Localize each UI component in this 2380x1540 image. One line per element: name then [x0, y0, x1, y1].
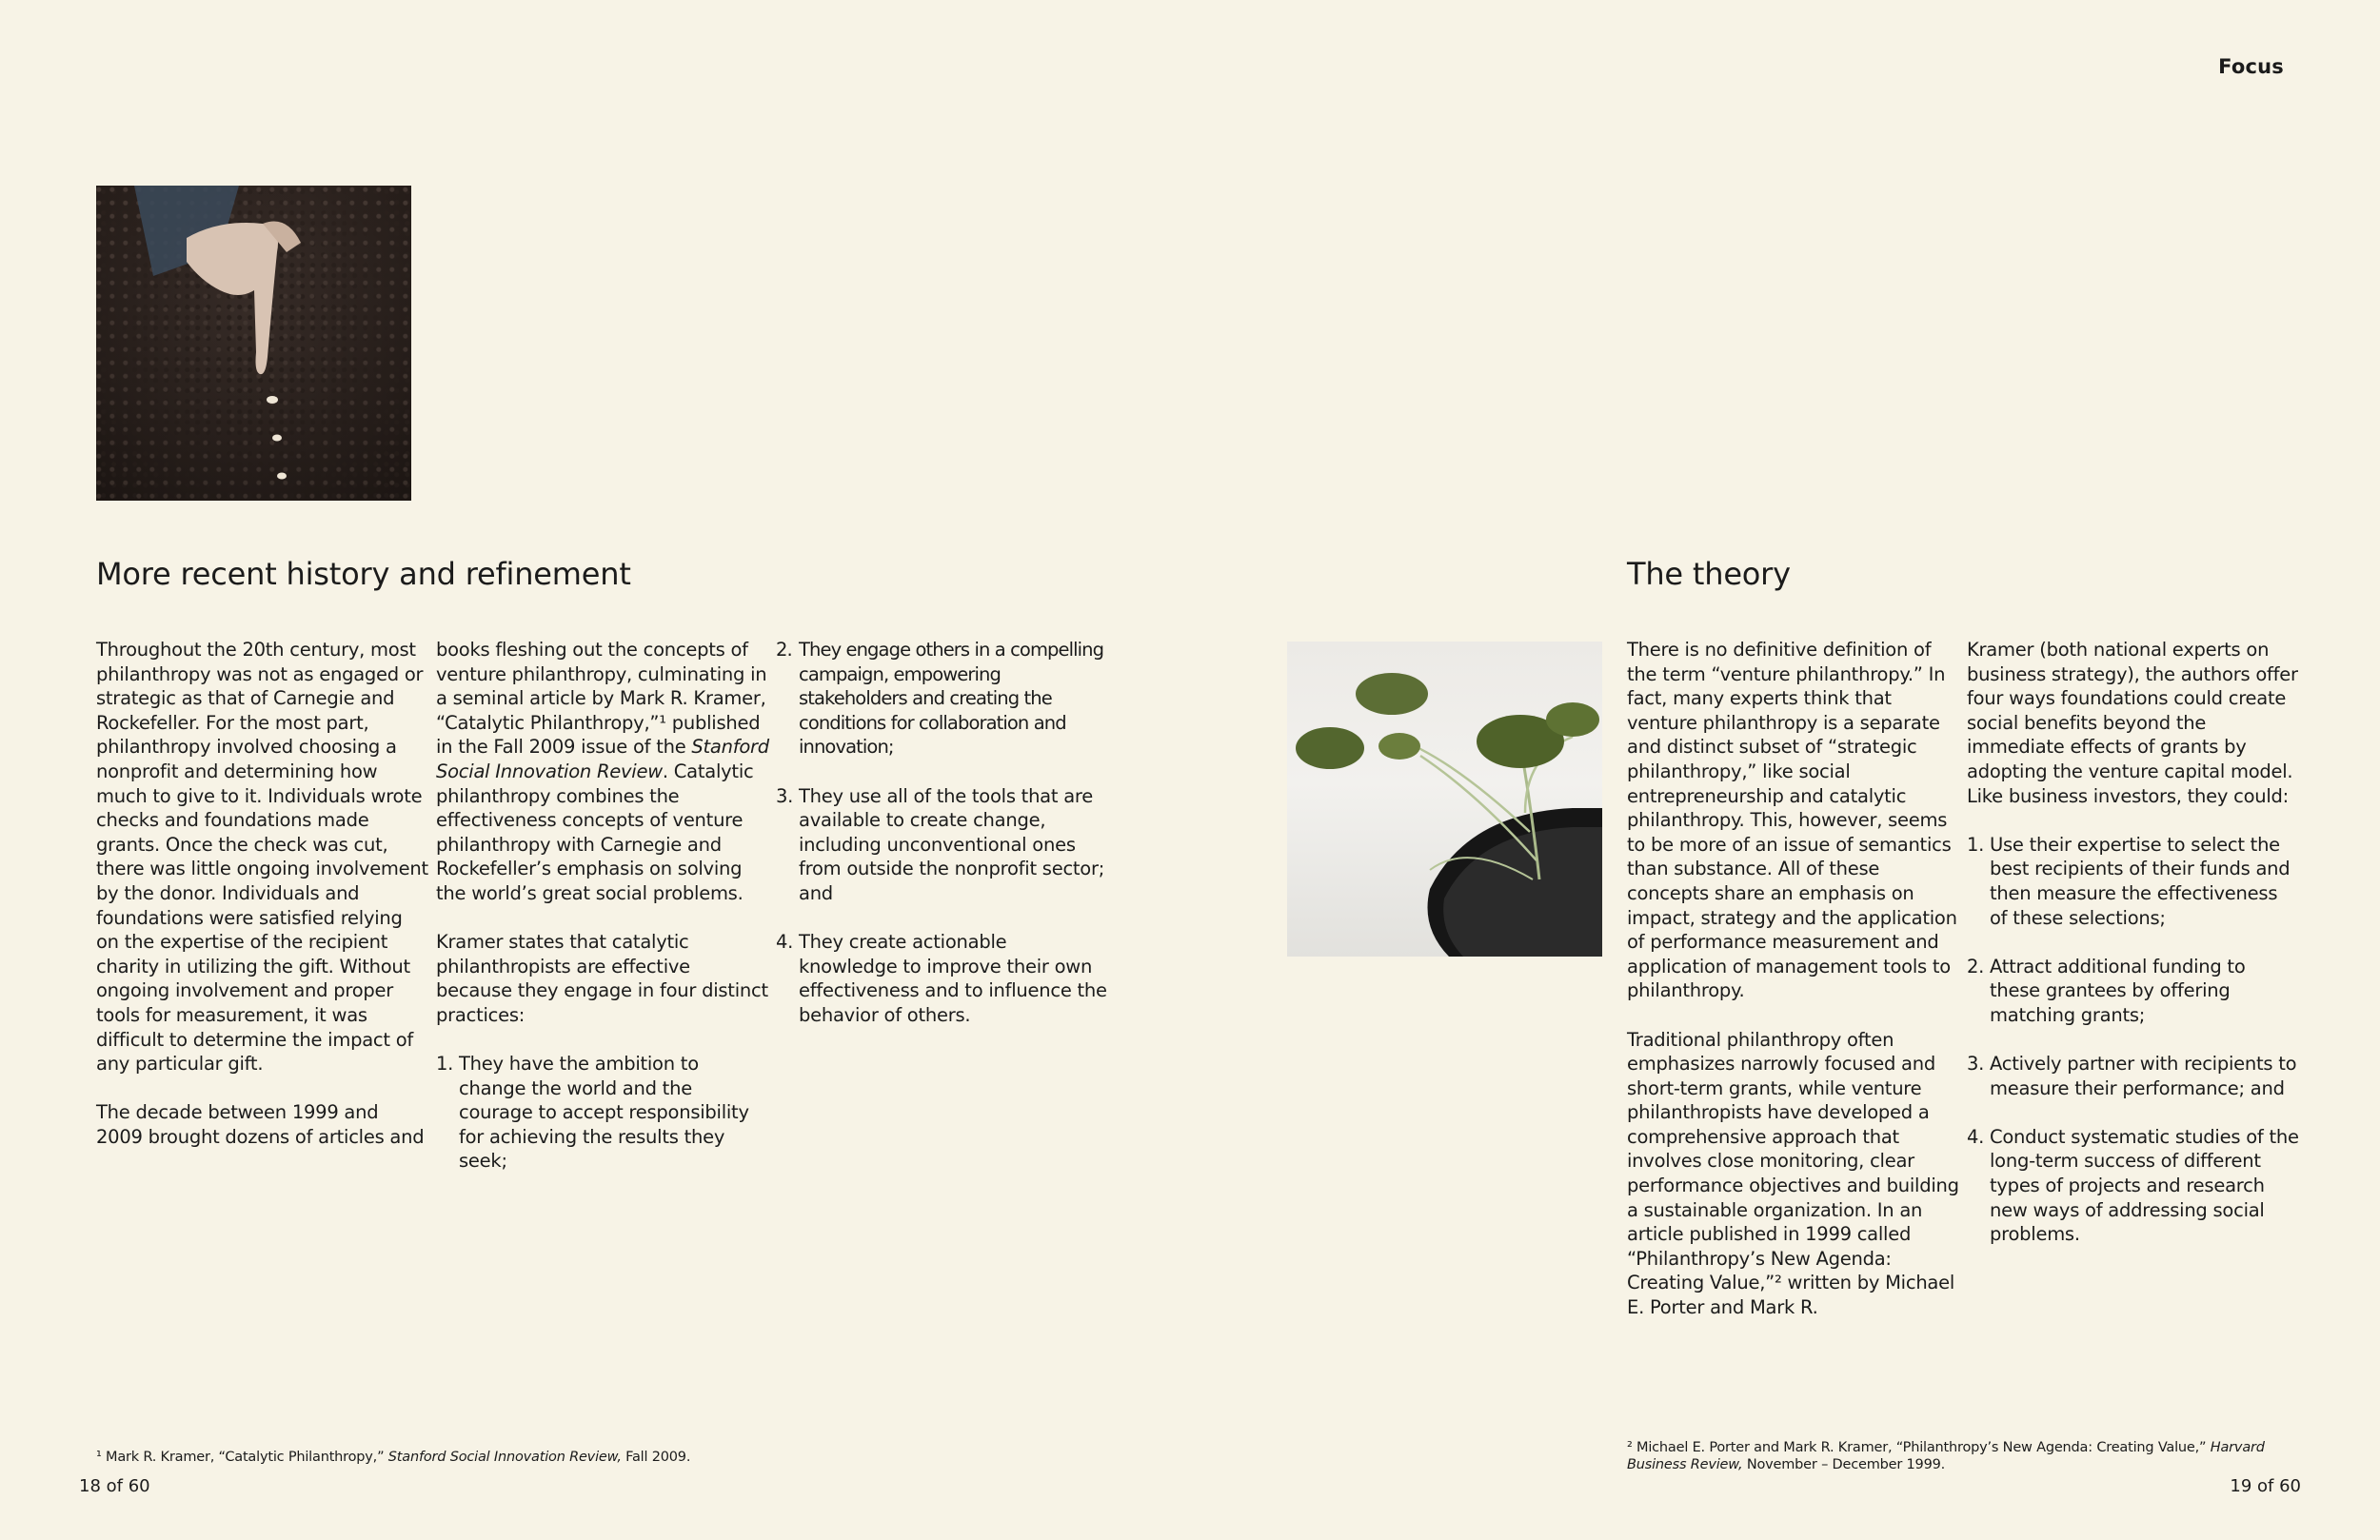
venture-model-list	[1967, 833, 2300, 1247]
paragraph: books fleshing out the concepts of venture philanthropy, culminating in a seminal article by Mark R. Kramer, “Catalytic Philanthropy,”¹ published in the Fall 2009 issue of the Stanford Social Innovation Review. Catalytic philanthropy combines the effectiveness concepts of venture philanthropy with Carnegie and Rockefeller’s emphasis on solving the world’s great social problems.	[436, 639, 769, 904]
section-label: Focus	[2218, 55, 2284, 78]
left-column-3	[776, 638, 1109, 1028]
journal-title: Stanford Social Innovation Review	[436, 736, 769, 782]
seedling-illustration	[1287, 642, 1602, 957]
paragraph: The decade between 1999 and 2009 brought dozens of articles and	[96, 1101, 425, 1148]
list-item: 3. Actively partner with recipients to measure their performance; and	[1967, 1053, 2297, 1099]
page-number-left: 18 of 60	[79, 1476, 150, 1496]
page-number-right: 19 of 60	[2230, 1476, 2301, 1496]
paragraph: Throughout the 20th century, most philanthropy was not as engaged or strategic as that of Carnegie and Rockefeller. For the most part, philanthropy involved choosing a nonprofit and determining how much to give to it. Individuals wrote checks and foundations made grants. Once the check was cut, there was little ongoing involvement by the donor. Individuals and foundations were satisfied relying on the expertise of the recipient charity in utilizing the gift. Without ongoing involvement and proper tools for measurement, it was difficult to determine the impact of any particular gift.	[96, 639, 428, 1076]
list-item: 4. They create actionable knowledge to improve their own effectiveness and to influence the behavior of others.	[776, 931, 1107, 1026]
footnote-2: ² Michael E. Porter and Mark R. Kramer, “Philanthropy’s New Agenda: Creating Value,” Harvard Business Review, November – December 1999.	[1627, 1440, 2265, 1472]
list-item: 4. Conduct systematic studies of the long-term success of different types of projects and research new ways of addressing social problems.	[1967, 1125, 2299, 1246]
right-column-1	[1627, 638, 1960, 1320]
section-title-theory: The theory	[1627, 556, 1791, 592]
list-item: 2. Attract additional funding to these grantees by offering matching grants;	[1967, 955, 2246, 1026]
right-column-2	[1967, 638, 2300, 1247]
practices-list-continued	[776, 638, 1109, 1028]
section-title-history: More recent history and refinement	[96, 556, 631, 592]
hand-planting-seeds-illustration	[96, 186, 411, 501]
seedling-in-pot-image	[1287, 642, 1602, 957]
hand-planting-seeds-image	[96, 186, 411, 501]
paragraph: There is no definitive definition of the term “venture philanthropy.” In fact, many experts think that venture philanthropy is a separate and distinct subset of “strategic philanthropy,” like social entrepreneurship and catalytic philanthropy. This, however, seems to be more of an issue of semantics than substance. All of these concepts share an emphasis on impact, strategy and the application of performance measurement and application of management tools to philanthropy.	[1627, 639, 1957, 1002]
left-column-2	[436, 638, 769, 1174]
paragraph: Traditional philanthropy often emphasizes narrowly focused and short-term grants, while venture philanthropists have developed a comprehensive approach that involves close monitoring, clear performance objectives and building a sustainable organization. In an article published in 1999 called “Philanthropy’s New Agenda: Creating Value,”² written by Michael E. Porter and Mark R.	[1627, 1028, 1959, 1319]
practices-list	[436, 1052, 769, 1174]
list-item: 1. They have the ambition to change the world and the courage to accept responsibility for achieving the results they seek;	[436, 1053, 749, 1173]
footnote-1: ¹ Mark R. Kramer, “Catalytic Philanthropy,” Stanford Social Innovation Review, Fall 2009.	[96, 1450, 691, 1465]
list-item: 2. They engage others in a compelling campaign, empowering stakeholders and creating the conditions for collaboration and innovation;	[776, 639, 1104, 759]
list-item: 3. They use all of the tools that are available to create change, including unconventional ones from outside the nonprofit sector; and	[776, 784, 1105, 904]
paragraph: Kramer states that catalytic philanthropists are effective because they engage in four distinct practices:	[436, 931, 768, 1026]
left-column-1	[96, 638, 429, 1149]
list-item: 1. Use their expertise to select the best recipients of their funds and then measure the effectiveness of these selections;	[1967, 833, 2291, 929]
paragraph: Kramer (both national experts on business strategy), the authors offer four ways foundations could create social benefits beyond the immediate effects of grants by adopting the venture capital model. Like business investors, they could:	[1967, 639, 2298, 807]
